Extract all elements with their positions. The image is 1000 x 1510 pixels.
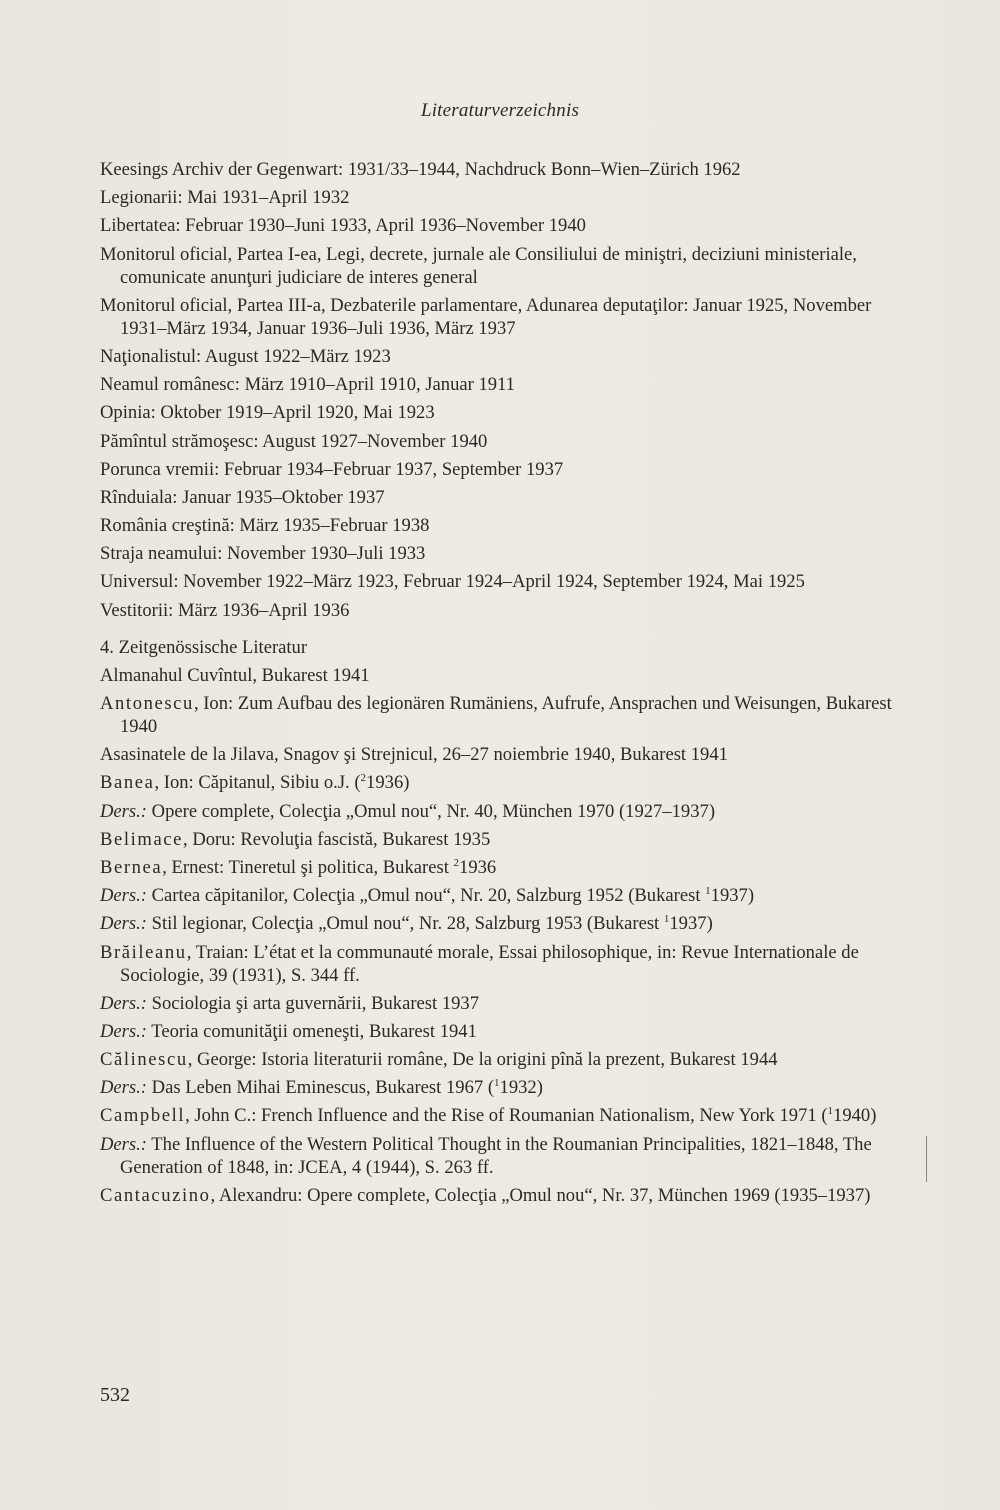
entry-text: 1936 [459,856,497,878]
section-heading: 4. Zeitgenössische Literatur [100,636,308,658]
bibliography-entry: Neamul românesc: März 1910–April 1910, Januar 1911 [100,374,515,396]
bibliography-entry: Almanahul Cuvîntul, Bukarest 1941 [100,664,370,686]
entry-text: Cartea căpitanilor, Colecţia „Omul nou“, Nr. 20, Salzburg 1952 (Bukarest [147,885,706,907]
author-name: Campbell [100,1105,186,1127]
bibliography-entry: Monitorul oficial, Partea III-a, Dezbaterile parlamentare, Adunarea deputaţilor: Januar 1925, November 1931–März 1934, Januar 1936–Juli 1936, März 1937 [100,294,872,339]
bibliography-entry [100,692,914,738]
author-name: Antonescu [100,693,194,714]
bibliography-entry [100,1048,914,1071]
bibliography-entry: Monitorul oficial, Partea I-ea, Legi, decrete, jurnale ale Consiliului de miniştri, deciziuni ministeriale, comunicate anunţuri judiciare de interes general [100,243,857,288]
bibliography-entry [100,884,914,907]
author-name: Brăileanu [100,941,187,963]
edition-superscript: 2 [360,772,367,785]
entry-text: , John C.: French Influence and the Rise of Roumanian Nationalism, New York 1971 ( [185,1105,828,1127]
edition-superscript: 2 [453,856,460,869]
entry-text: , Traian: L’état et la communauté morale, Essai philosophique, in: Revue Internationale de Sociologie, 39 (1931), S. 344 ff. [120,941,859,986]
running-head: Literaturverzeichnis [420,100,580,121]
entry-text: , George: Istoria literaturii române, De la origini pînă la prezent, Bukarest 1944 [187,1049,778,1071]
bibliography-list [100,158,914,1212]
bibliography-entry: Asasinatele de la Jilava, Snagov şi Strejnicul, 26–27 noiembrie 1940, Bukarest 1941 [100,744,728,766]
bibliography-entry [100,828,914,851]
author-name: Banea [100,772,155,794]
bibliography-entry: Vestitorii: März 1936–April 1936 [100,599,350,621]
entry-text: , Ion: Căpitanul, Sibiu o.J. ( [154,772,361,794]
entry-text: , Doru: Revoluţia fascistă, Bukarest 1935 [183,828,491,850]
entry-text: 1937) [669,913,713,935]
entry-text: Teoria comunităţii omeneşti, Bukarest 1941 [147,1020,477,1042]
entry-text: 1937) [710,885,755,907]
bibliography-entry [100,1020,914,1043]
ders-label: Ders.: [100,1077,147,1099]
entry-text: Sociologia şi arta guvernării, Bukarest 1937 [147,992,480,1014]
edition-superscript: 1 [827,1105,834,1118]
edition-superscript: 1 [663,913,670,926]
bibliography-entry: Porunca vremii: Februar 1934–Februar 1937, September 1937 [100,458,564,480]
ders-label: Ders.: [100,885,147,907]
bibliography-entry [100,1184,914,1207]
entry-text: Opere complete, Colecţia „Omul nou“, Nr. 40, München 1970 (1927–1937) [147,800,716,822]
bibliography-entry [100,800,914,823]
bibliography-entry [100,1133,914,1179]
ders-label: Ders.: [100,913,147,935]
bibliography-entry: Pămîntul strămoşesc: August 1927–November 1940 [100,430,488,452]
bibliography-entry: România creştină: März 1935–Februar 1938 [100,515,430,537]
entry-text: Stil legionar, Colecţia „Omul nou“, Nr. 28, Salzburg 1953 (Bukarest [147,913,664,935]
ders-label: Ders.: [100,1133,147,1155]
bibliography-entry: Keesings Archiv der Gegenwart: 1931/33–1944, Nachdruck Bonn–Wien–Zürich 1962 [100,159,741,180]
bibliography-entry [100,771,914,794]
ders-label: Ders.: [100,800,147,822]
edition-superscript: 1 [494,1077,500,1090]
bibliography-entry: Naţionalistul: August 1922–März 1923 [100,345,391,367]
bibliography-entry: Rînduiala: Januar 1935–Oktober 1937 [100,486,385,508]
bibliography-entry [100,992,914,1015]
entry-text: 1932) [499,1077,543,1099]
bibliography-entry: Universul: November 1922–März 1923, Februar 1924–April 1924, September 1924, Mai 1925 [100,571,805,593]
author-name: Bernea [100,856,163,878]
bibliography-entry [100,1104,914,1127]
bibliography-entry [100,941,914,987]
entry-text: 1940) [833,1105,877,1127]
ders-label: Ders.: [100,1020,147,1042]
margin-mark [926,1136,927,1182]
entry-text: , Ion: Zum Aufbau des legionären Rumäniens, Aufrufe, Ansprachen und Weisungen, Bukarest 1940 [120,693,892,737]
entry-text: , Alexandru: Opere complete, Colecţia „Omul nou“, Nr. 37, München 1969 (1935–1937) [210,1184,871,1206]
bibliography-entry: Opinia: Oktober 1919–April 1920, Mai 1923 [100,402,435,424]
bibliography-entry [100,856,914,879]
entry-text: The Influence of the Western Political Thought in the Roumanian Principalities, 1821–1848, The Generation of 1848, in: JCEA, 4 (1944), S. 263 ff. [120,1133,872,1178]
entry-text: 1936) [366,772,410,794]
bibliography-entry [100,1076,914,1099]
author-name: Cantacuzino [100,1184,211,1206]
bibliography-entry: Libertatea: Februar 1930–Juni 1933, April 1936–November 1940 [100,215,586,237]
edition-superscript: 1 [705,884,711,897]
page-number: 532 [100,1384,130,1406]
entry-text: , Ernest: Tineretul şi politica, Bukarest [162,856,454,878]
bibliography-entry: Legionarii: Mai 1931–April 1932 [100,187,350,209]
author-name: Călinescu [100,1049,188,1071]
author-name: Belimace [100,828,184,850]
ders-label: Ders.: [100,992,147,1014]
bibliography-entry: Straja neamului: November 1930–Juli 1933 [100,543,426,565]
bibliography-entry [100,912,914,935]
entry-text: Das Leben Mihai Eminescus, Bukarest 1967 ( [147,1077,495,1099]
